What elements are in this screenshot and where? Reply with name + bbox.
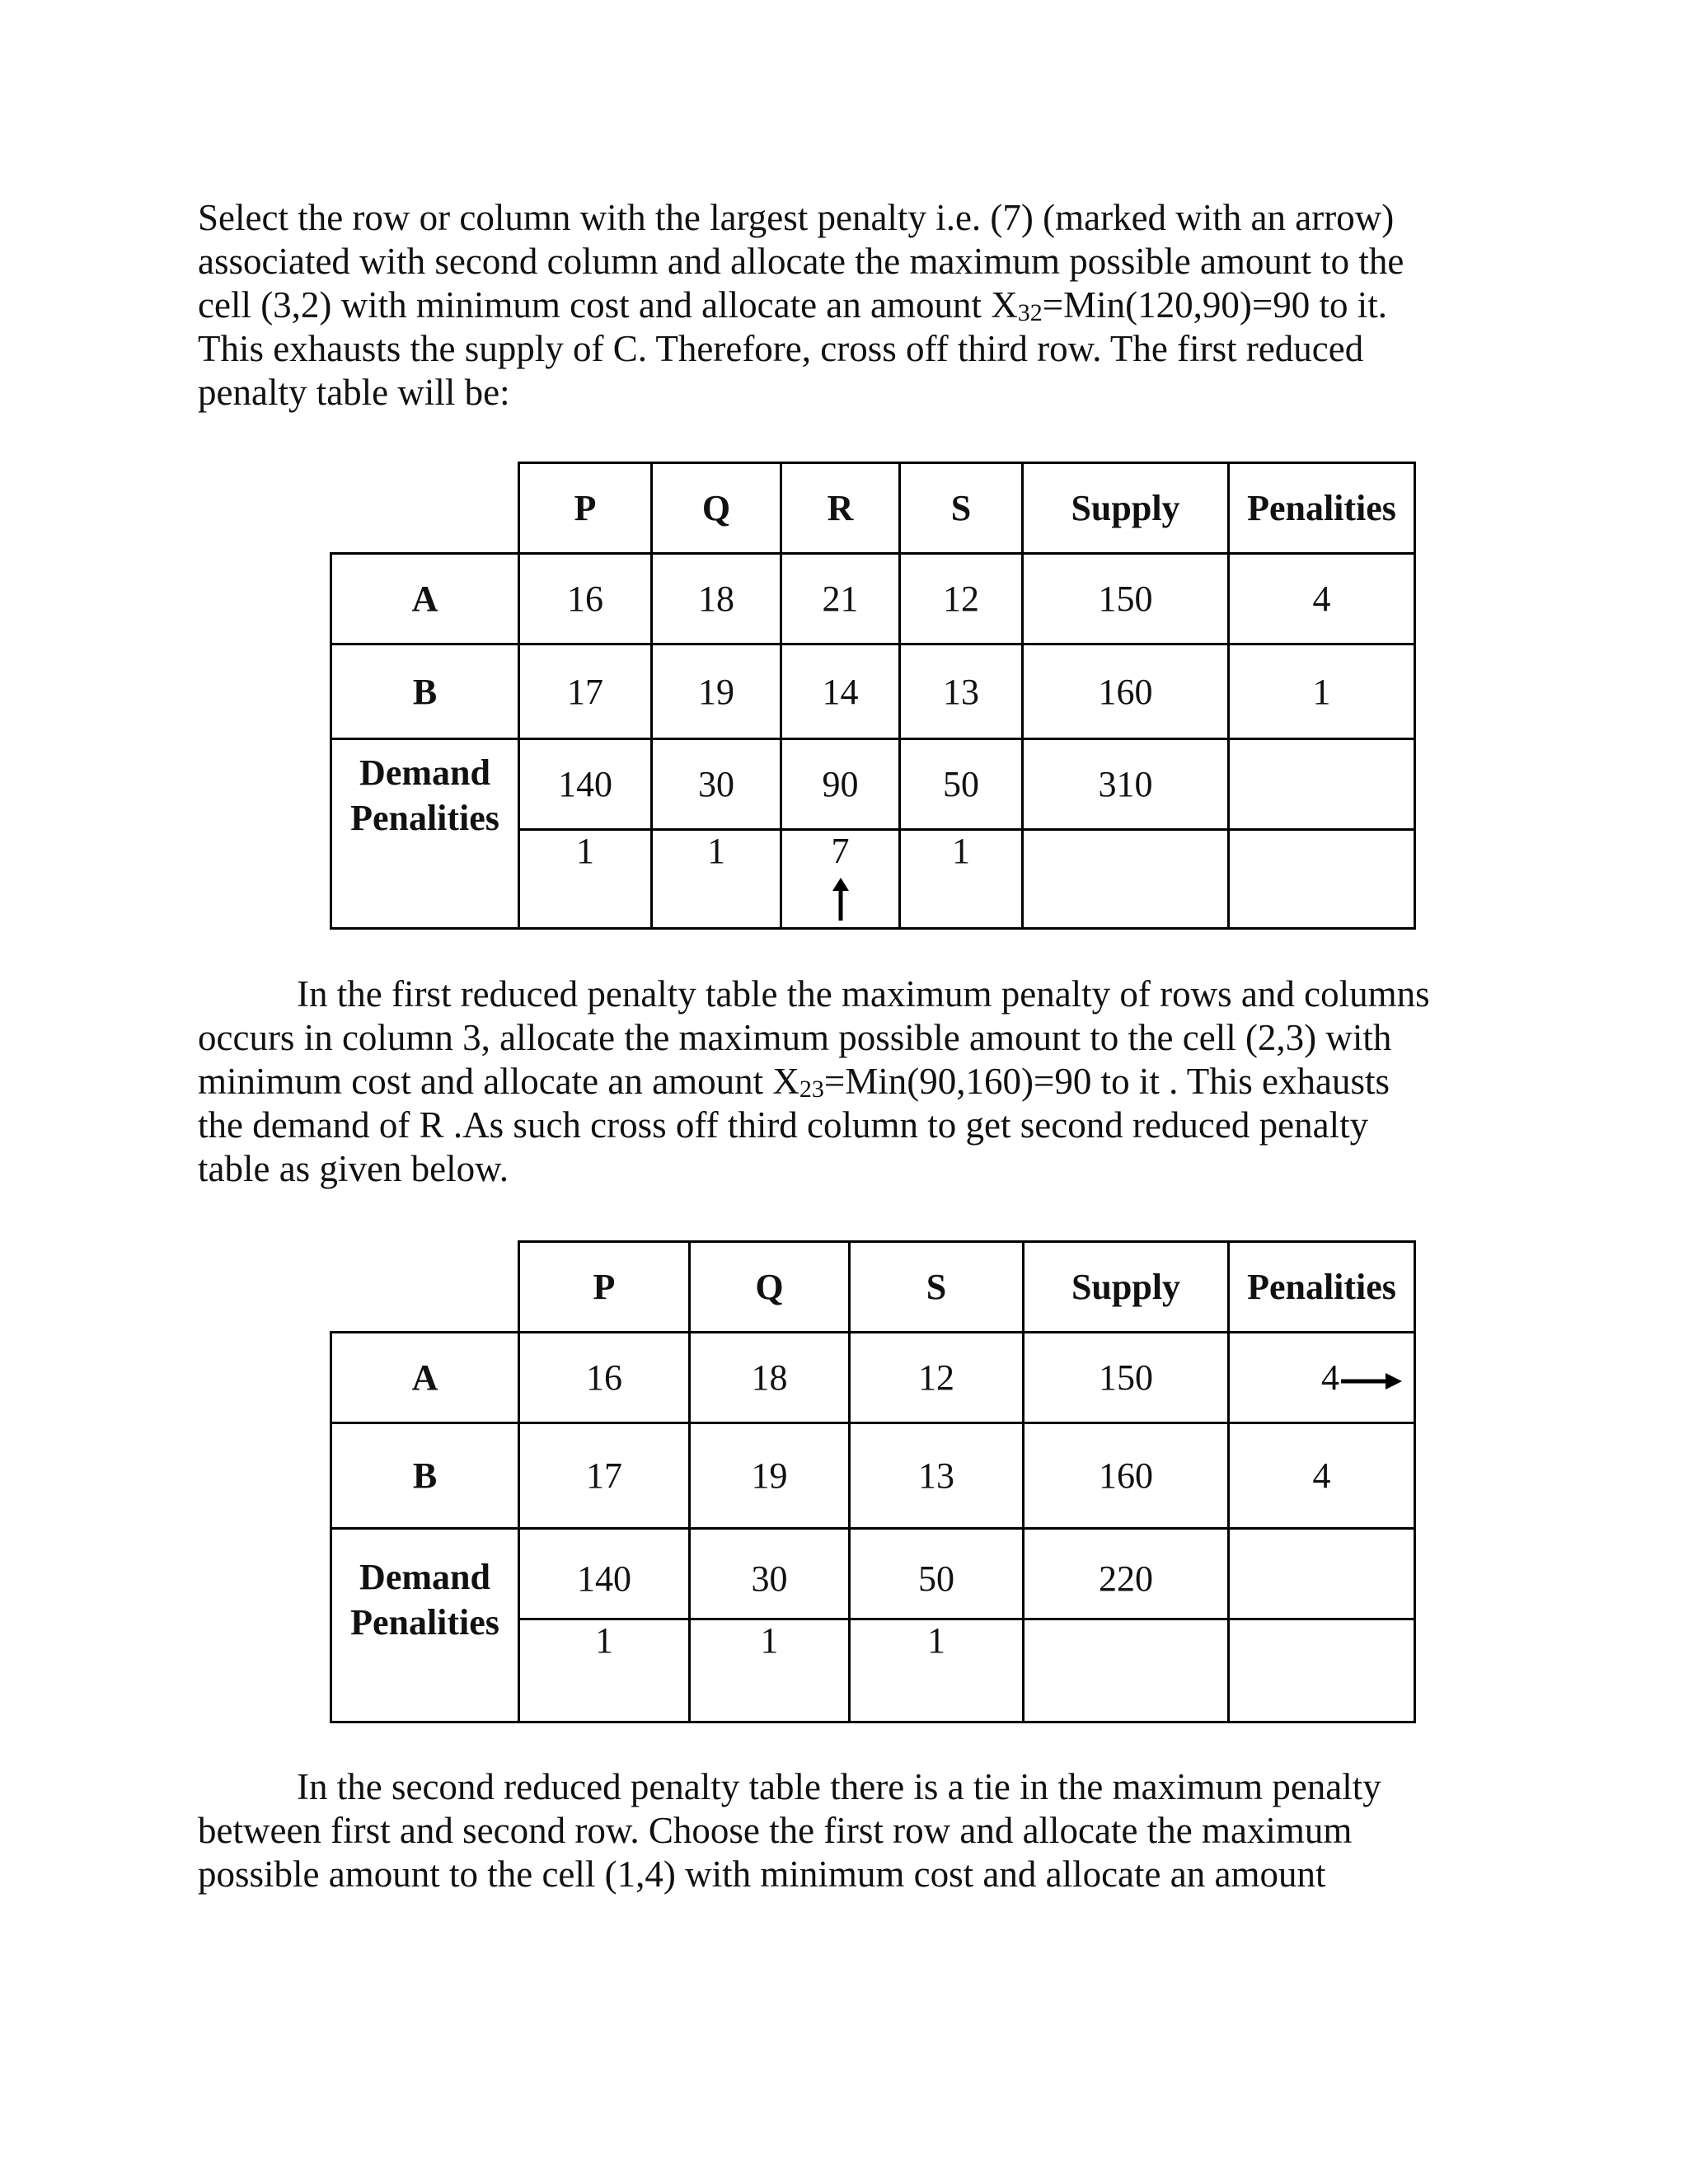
p1-line3: cell (3,2) with minimum cost and allocate an amount $X_{32}=Min(120,90)=90$ to it.: [198, 284, 1387, 326]
demand-penalities-label: [331, 739, 519, 929]
demand-penalty-p: [519, 739, 652, 929]
cell: 19: [690, 1423, 850, 1529]
cell: 17: [519, 644, 652, 739]
row-label-a: A: [331, 554, 519, 644]
cell: 18: [652, 554, 781, 644]
cell: 12: [850, 1333, 1024, 1423]
corner-blank: [331, 1242, 519, 1333]
p1-line4: This exhausts the supply of C. Therefore, cross off third row. The first reduced: [198, 328, 1364, 369]
table-row: [331, 644, 1415, 739]
penalty-value: 1: [952, 831, 970, 871]
penalty-value: 1: [595, 1620, 613, 1661]
header-s: S: [850, 1242, 1024, 1333]
cell: 17: [519, 1423, 690, 1529]
cell-penalty-max: [1229, 1333, 1415, 1423]
demand-total-value: 310: [1024, 740, 1227, 831]
header-supply: Supply: [1023, 463, 1229, 554]
corner-blank: [331, 463, 519, 554]
cell-penalty: 1: [1229, 644, 1415, 739]
demand-label: Demand: [359, 752, 490, 793]
p2-line1: In the first reduced penalty table the maximum penalty of rows and columns: [297, 973, 1430, 1015]
header-p: P: [519, 463, 652, 554]
penalities-label: Penalities: [350, 1602, 499, 1643]
demand-total-value: 220: [1025, 1530, 1227, 1620]
empty-cell: [1229, 1529, 1415, 1722]
demand-penalities-label: [331, 1529, 519, 1722]
first-reduced-penalty-table: [330, 462, 1416, 930]
cell-supply: 160: [1023, 644, 1229, 739]
demand-label: Demand: [359, 1557, 490, 1597]
table-row: [331, 1333, 1415, 1423]
header-q: Q: [652, 463, 781, 554]
cell: 14: [781, 644, 900, 739]
p1-line5: penalty table will be:: [198, 372, 510, 413]
demand-value: 90: [782, 740, 898, 831]
demand-penalty-s: [900, 739, 1023, 929]
demand-penalty-q: [690, 1529, 850, 1722]
demand-penalty-s: [850, 1529, 1024, 1722]
p2-line3: minimum cost and allocate an amount $X_{23}=Min(90,160)=90$ to it . This exhausts: [198, 1061, 1390, 1103]
arrow-up-icon: [832, 878, 850, 921]
penalty-value: 1: [927, 1620, 945, 1661]
header-penalities: Penalities: [1229, 1242, 1415, 1333]
demand-value: 30: [653, 740, 780, 831]
p2-line5: table as given below.: [198, 1148, 509, 1189]
cell-penalty: 4: [1229, 554, 1415, 644]
paragraph-3: [198, 1765, 1471, 1896]
cell: 13: [850, 1423, 1024, 1529]
demand-penalty-row: [331, 739, 1415, 929]
header-penalities: Penalities: [1229, 463, 1415, 554]
cell-penalty: 4: [1229, 1423, 1415, 1529]
cell-supply: 150: [1024, 1333, 1229, 1423]
header-supply: Supply: [1024, 1242, 1229, 1333]
cell: 16: [519, 1333, 690, 1423]
penalty-value: 1: [576, 831, 594, 871]
header-r: R: [781, 463, 900, 554]
penalty-value-max: 7: [831, 831, 850, 871]
cell: 21: [781, 554, 900, 644]
cell: 19: [652, 644, 781, 739]
demand-value: 140: [520, 1530, 688, 1620]
cell-supply: 150: [1023, 554, 1229, 644]
demand-penalty-p: [519, 1529, 690, 1722]
p2-line4: the demand of R .As such cross off third column to get second reduced penalty: [198, 1104, 1369, 1146]
p3-line1: In the second reduced penalty table there is a tie in the maximum penalty: [297, 1766, 1381, 1807]
penalty-value: 1: [760, 1620, 779, 1661]
demand-value: 30: [691, 1530, 848, 1620]
table-row: [331, 1423, 1415, 1529]
table-row: [331, 554, 1415, 644]
demand-value: 50: [901, 740, 1021, 831]
header-p: P: [519, 1242, 690, 1333]
penalities-label: Penalities: [350, 798, 499, 838]
arrow-right-icon: [1341, 1371, 1402, 1391]
cell-supply: 160: [1024, 1423, 1229, 1529]
demand-value: 140: [520, 740, 650, 831]
row-label-b: B: [331, 644, 519, 739]
p3-line3: possible amount to the cell (1,4) with minimum cost and allocate an amount: [198, 1854, 1326, 1895]
penalty-value-max: 4: [1321, 1357, 1339, 1398]
header-q: Q: [690, 1242, 850, 1333]
demand-total: [1024, 1529, 1229, 1722]
p3-line2: between first and second row. Choose the first row and allocate the maximum: [198, 1810, 1353, 1851]
paragraph-1: [198, 196, 1471, 415]
demand-penalty-row: [331, 1529, 1415, 1722]
header-s: S: [900, 463, 1023, 554]
second-reduced-penalty-table: [330, 1240, 1416, 1723]
penalty-value: 1: [707, 831, 725, 871]
cell: 18: [690, 1333, 850, 1423]
demand-penalty-r: [781, 739, 900, 929]
demand-value: 50: [851, 1530, 1022, 1620]
demand-penalty-q: [652, 739, 781, 929]
demand-total: [1023, 739, 1229, 929]
cell: 16: [519, 554, 652, 644]
cell: 13: [900, 644, 1023, 739]
empty-cell: [1229, 739, 1415, 929]
cell: 12: [900, 554, 1023, 644]
p1-line2: associated with second column and allocate the maximum possible amount to the: [198, 241, 1404, 282]
p1-line1: Select the row or column with the largest penalty i.e. (7) (marked with an arrow): [198, 197, 1395, 238]
row-label-a: A: [331, 1333, 519, 1423]
row-label-b: B: [331, 1423, 519, 1529]
paragraph-2: [198, 972, 1471, 1191]
p2-line2: occurs in column 3, allocate the maximum possible amount to the cell (2,3) with: [198, 1017, 1392, 1058]
